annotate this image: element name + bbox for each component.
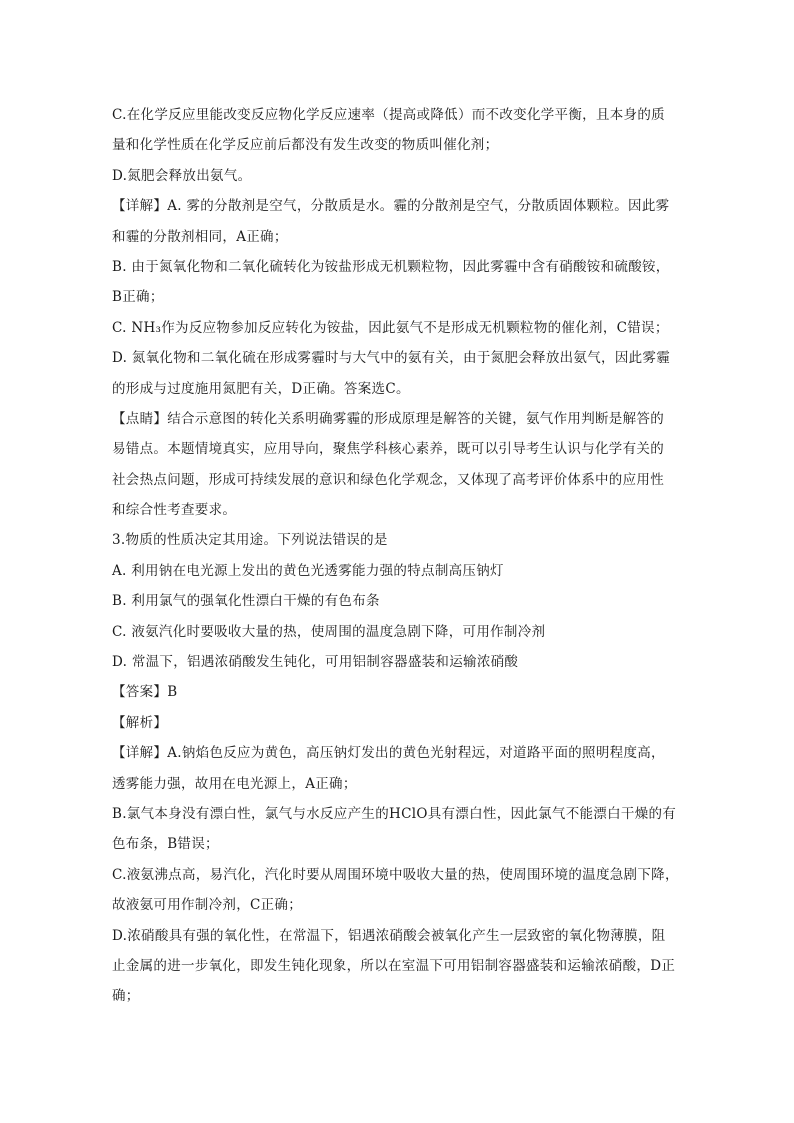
text-line: C.液氨沸点高，易汽化，汽化时要从周围环境中吸收大量的热，使周围环境的温度急剧下降， (112, 866, 679, 883)
text-line: 故液氨可用作制冷剂，C正确； (112, 897, 303, 914)
text-line: 和综合性考查要求。 (112, 502, 237, 519)
option-d: D. 常温下，铝遇浓硝酸发生钝化，可用铝制容器盛装和运输浓硝酸 (112, 654, 519, 671)
text-line: 确； (112, 988, 140, 1005)
text-line: D.氮肥会释放出氨气。 (112, 167, 252, 184)
text-line: 透雾能力强，故用在电光源上，A正确； (112, 775, 357, 792)
text-line: 社会热点问题，形成可持续发展的意识和绿色化学观念，又体现了高考评价体系中的应用性 (112, 471, 664, 488)
text-line: 止金属的进一步氧化，即发生钝化现象，所以在室温下可用铝制容器盛装和运输浓硝酸，D正 (112, 957, 676, 974)
text-line: 易错点。本题情境真实，应用导向，聚焦学科核心素养，既可以引导考生认识与化学有关的 (112, 441, 664, 458)
text-line: 【点睛】结合示意图的转化关系明确雾霾的形成原理是解答的关键，氨气作用判断是解答的 (112, 410, 664, 427)
document-page (112, 100, 692, 1012)
text-line: D. 氮氧化物和二氧化硫在形成雾霾时与大气中的氨有关，由于氮肥会释放出氨气，因此雾霾 (112, 350, 671, 367)
option-c: C. 液氨汽化时要吸收大量的热，使周围的温度急剧下降，可用作制冷剂 (112, 623, 546, 640)
text-line: B.氯气本身没有漂白性，氯气与水反应产生的HClO具有漂白性，因此氯气不能漂白干燥的有 (112, 805, 677, 822)
text-line: B正确； (112, 289, 164, 306)
option-b: B. 利用氯气的强氧化性漂白干燥的有色布条 (112, 593, 380, 610)
text-line: 和霾的分散剂相同，A正确； (112, 228, 288, 245)
answer-line: 【答案】B (112, 684, 178, 701)
text-line: B. 由于氮氧化物和二氧化硫转化为铵盐形成无机颗粒物，因此雾霾中含有硝酸铵和硫酸铵， (112, 258, 670, 275)
text-line: 【详解】A. 雾的分散剂是空气，分散质是水。霾的分散剂是空气，分散质固体颗粒。因此雾 (112, 198, 670, 215)
question-stem: 3.物质的性质决定其用途。下列说法错误的是 (112, 532, 388, 549)
text-line: C. NH₃作为反应物参加反应转化为铵盐，因此氨气不是形成无机颗粒物的催化剂，C错误； (112, 319, 669, 336)
text-line: D.浓硝酸具有强的氧化性，在常温下，铝遇浓硝酸会被氧化产生一层致密的氧化物薄膜，阻 (112, 927, 666, 944)
analysis-heading: 【解析】 (112, 714, 168, 731)
text-line: C.在化学反应里能改变反应物化学反应速率（提高或降低）而不改变化学平衡，且本身的质 (112, 107, 665, 123)
text-line: 【详解】A.钠焰色反应为黄色，高压钠灯发出的黄色光射程远，对道路平面的照明程度高， (112, 745, 665, 762)
text-line: 的形成与过度施用氮肥有关，D正确。答案选C。 (112, 380, 410, 397)
option-a: A. 利用钠在电光源上发出的黄色光透雾能力强的特点制高压钠灯 (112, 562, 504, 579)
text-line: 色布条，B错误； (112, 836, 219, 853)
text-line: 量和化学性质在化学反应前后都没有发生改变的物质叫催化剂； (112, 137, 499, 154)
